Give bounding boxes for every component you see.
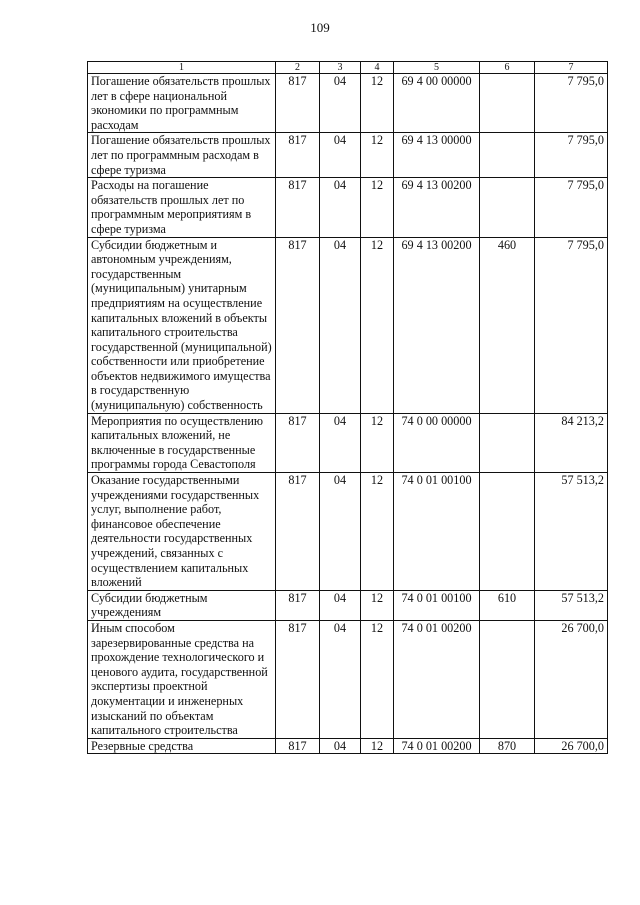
ministry-code: 817 [276, 738, 320, 754]
ministry-code: 817 [276, 620, 320, 738]
section-code: 04 [320, 590, 361, 620]
subsection-code: 12 [361, 590, 394, 620]
subsection-code: 12 [361, 178, 394, 237]
column-header: 7 [535, 62, 608, 74]
amount: 84 213,2 [535, 413, 608, 472]
ministry-code: 817 [276, 473, 320, 591]
target-code: 74 0 01 00100 [394, 590, 480, 620]
subsection-code: 12 [361, 620, 394, 738]
target-code: 69 4 13 00200 [394, 237, 480, 413]
section-code: 04 [320, 133, 361, 178]
amount: 7 795,0 [535, 74, 608, 133]
target-code: 74 0 00 00000 [394, 413, 480, 472]
expense-type-code: 870 [480, 738, 535, 754]
expense-name: Субсидии бюджетным учреждениям [88, 590, 276, 620]
column-header: 5 [394, 62, 480, 74]
section-code: 04 [320, 74, 361, 133]
target-code: 74 0 01 00200 [394, 620, 480, 738]
amount: 26 700,0 [535, 620, 608, 738]
expense-name: Субсидии бюджетным и автономным учреждениям, государственным (муниципальным) унитарным предприятиям на осуществление капитальных вложений в объекты капитального строительства государственной (муниципальной) собственности или приобретение объектов недвижимого имущества в государственную (муниципальную) собственность [88, 237, 276, 413]
amount: 7 795,0 [535, 237, 608, 413]
budget-table [87, 61, 608, 754]
expense-type-code [480, 413, 535, 472]
amount: 7 795,0 [535, 178, 608, 237]
table-row [88, 620, 608, 738]
amount: 57 513,2 [535, 473, 608, 591]
table-row [88, 74, 608, 133]
amount: 7 795,0 [535, 133, 608, 178]
ministry-code: 817 [276, 74, 320, 133]
expense-name: Резервные средства [88, 738, 276, 754]
table-row [88, 237, 608, 413]
section-code: 04 [320, 413, 361, 472]
expense-name: Расходы на погашение обязательств прошлых лет по программным мероприятиям в сфере туризма [88, 178, 276, 237]
expense-type-code [480, 473, 535, 591]
expense-type-code [480, 178, 535, 237]
amount: 26 700,0 [535, 738, 608, 754]
subsection-code: 12 [361, 738, 394, 754]
subsection-code: 12 [361, 133, 394, 178]
table-row [88, 133, 608, 178]
expense-name: Погашение обязательств прошлых лет в сфере национальной экономики по программным расходам [88, 74, 276, 133]
target-code: 69 4 13 00200 [394, 178, 480, 237]
ministry-code: 817 [276, 178, 320, 237]
ministry-code: 817 [276, 237, 320, 413]
column-header: 6 [480, 62, 535, 74]
expense-name: Иным способом зарезервированные средства на прохождение технологического и ценового аудита, государственной экспертизы проектной документации и инженерных изысканий по объектам капитального строительства [88, 620, 276, 738]
expense-name: Мероприятия по осуществлению капитальных вложений, не включенные в государственные программы города Севастополя [88, 413, 276, 472]
expense-name: Погашение обязательств прошлых лет по программным расходам в сфере туризма [88, 133, 276, 178]
ministry-code: 817 [276, 133, 320, 178]
table-row [88, 738, 608, 754]
header-row [88, 62, 608, 74]
table-header [88, 62, 608, 74]
table-row [88, 413, 608, 472]
page-number: 109 [310, 20, 330, 35]
table-row [88, 590, 608, 620]
table-row [88, 473, 608, 591]
column-header: 3 [320, 62, 361, 74]
target-code: 74 0 01 00100 [394, 473, 480, 591]
section-code: 04 [320, 620, 361, 738]
section-code: 04 [320, 738, 361, 754]
expense-type-code [480, 74, 535, 133]
section-code: 04 [320, 473, 361, 591]
target-code: 69 4 13 00000 [394, 133, 480, 178]
column-header: 2 [276, 62, 320, 74]
column-header: 4 [361, 62, 394, 74]
expense-type-code [480, 133, 535, 178]
table-row [88, 178, 608, 237]
expense-type-code: 460 [480, 237, 535, 413]
expense-type-code [480, 620, 535, 738]
section-code: 04 [320, 178, 361, 237]
ministry-code: 817 [276, 590, 320, 620]
subsection-code: 12 [361, 473, 394, 591]
table-body [88, 74, 608, 754]
subsection-code: 12 [361, 237, 394, 413]
target-code: 74 0 01 00200 [394, 738, 480, 754]
column-header: 1 [88, 62, 276, 74]
section-code: 04 [320, 237, 361, 413]
target-code: 69 4 00 00000 [394, 74, 480, 133]
subsection-code: 12 [361, 74, 394, 133]
expense-type-code: 610 [480, 590, 535, 620]
expense-name: Оказание государственными учреждениями государственных услуг, выполнение работ, финансовое обеспечение деятельности государственных учреждений, связанных с осуществлением капитальных вложений [88, 473, 276, 591]
ministry-code: 817 [276, 413, 320, 472]
subsection-code: 12 [361, 413, 394, 472]
amount: 57 513,2 [535, 590, 608, 620]
